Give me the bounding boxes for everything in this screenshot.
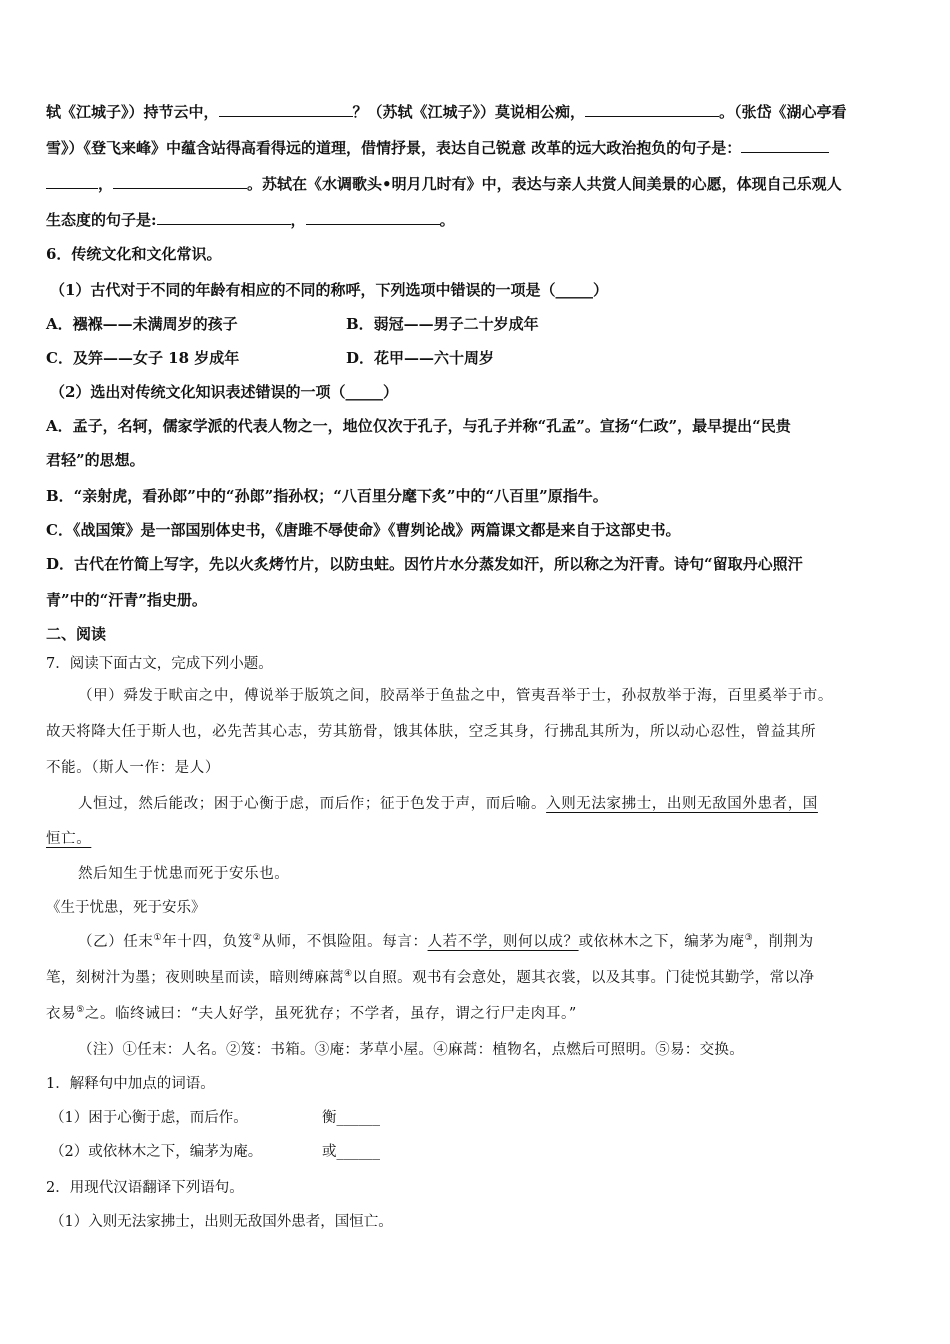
passage-text: 笔，刻树汁为墨；夜则映星而读，暗则缚麻蒿 bbox=[46, 970, 344, 986]
passage-text: 以自照。观书有会意处，题其衣裳，以及其事。门徒悦其勤学，常以净 bbox=[352, 970, 815, 986]
note-mark: ② bbox=[252, 933, 262, 944]
q5-text: 轼《江城子》）持节云中， bbox=[46, 103, 219, 121]
q5-line-3 bbox=[46, 174, 842, 193]
q5-text: 雪》）《登飞来峰》中蕴含站得高看得远的道理，借情抒景，表达自己锐意 改革的远大政治抱负的句子是： bbox=[46, 139, 742, 157]
q6-s2-option-a-line2[interactable]: 君轻”的思想。 bbox=[46, 451, 145, 469]
underlined-sentence: 入则无法家拂士，出则无敌国外患者，国 bbox=[546, 796, 818, 812]
q5-line-4 bbox=[46, 210, 455, 229]
passage-text: 之。临终诫曰：“夫人好学，虽死犹存；不学者，虽存，谓之行尸走肉耳。” bbox=[84, 1006, 577, 1022]
q5-line-1 bbox=[46, 102, 847, 121]
passage-text: 衣易 bbox=[46, 1006, 77, 1022]
q6-s2-stem: （2）选出对传统文化知识表述错误的一项（_____） bbox=[50, 383, 398, 401]
question-1-1: （1）困于心衡于虑，而后作。 bbox=[50, 1110, 248, 1126]
q6-s2-option-c[interactable]: C．《战国策》是一部国别体史书，《唐雎不辱使命》《曹刿论战》两篇课文都是来自于这部史书。 bbox=[46, 521, 681, 539]
passage-text: ，削荆为 bbox=[753, 934, 814, 950]
passage-text: 或依林木之下，编茅为庵 bbox=[578, 934, 745, 950]
passage-source: 《生于忧患，死于安乐》 bbox=[46, 900, 206, 916]
underlined-sentence: 人若不学，则何以成？ bbox=[427, 934, 579, 950]
passage-jia-line3: 不能。（斯人一作：是人） bbox=[46, 760, 220, 776]
answer-blank[interactable] bbox=[157, 210, 291, 225]
question-1-2: （2）或依林木之下，编茅为庵。 bbox=[50, 1144, 263, 1160]
note-mark: ③ bbox=[744, 933, 754, 944]
answer-blank[interactable] bbox=[219, 102, 353, 117]
question-1-1-answer[interactable]: 衡______ bbox=[322, 1110, 380, 1126]
question-2-1: （1）入则无法家拂士，出则无敌国外患者，国恒亡。 bbox=[50, 1214, 393, 1230]
q5-text: 生态度的句子是: bbox=[46, 211, 157, 229]
q6-s1-stem: （1）古代对于不同的年龄有相应的不同的称呼，下列选项中错误的一项是（_____） bbox=[50, 281, 608, 299]
question-1: 1．解释句中加点的词语。 bbox=[46, 1076, 215, 1092]
q6-s1-option-c[interactable]: C．及笄——女子 18 岁成年 bbox=[46, 349, 240, 367]
passage-yi-line3 bbox=[46, 1002, 577, 1023]
q7-title: 7．阅读下面古文，完成下列小题。 bbox=[46, 656, 273, 672]
passage-jia-line2: 故天将降大任于斯人也，必先苦其心志，劳其筋骨，饿其体肤，空乏其身，行拂乱其所为，所以动心忍性，曾益其所 bbox=[46, 724, 817, 740]
passage-para3: 然后知生于忧患而死于安乐也。 bbox=[78, 866, 290, 882]
q6-s1-option-b[interactable]: B．弱冠——男子二十岁成年 bbox=[346, 315, 539, 333]
note-mark: ① bbox=[153, 933, 163, 944]
q6-s2-option-d-line1[interactable]: D．古代在竹简上写字，先以火炙烤竹片，以防虫蛀。因竹片水分蒸发如汗，所以称之为汗青。诗句“留取丹心照汗 bbox=[46, 555, 803, 573]
section-title: 二、阅读 bbox=[46, 625, 107, 643]
q6-s2-option-d-line2[interactable]: 青”中的“汗青”指史册。 bbox=[46, 591, 207, 609]
note-mark: ⑤ bbox=[76, 1005, 85, 1016]
q6-s1-option-d[interactable]: D．花甲——六十周岁 bbox=[346, 349, 495, 367]
q5-text: ， bbox=[98, 175, 114, 193]
passage-text: 从师，不惧险阻。每言： bbox=[261, 934, 428, 950]
q6-s2-option-b[interactable]: B．“亲射虎，看孙郎”中的“孙郎”指孙权；“八百里分麾下炙”中的“八百里”原指牛。 bbox=[46, 487, 608, 505]
q6-s1-option-a[interactable]: A．襁褓——未满周岁的孩子 bbox=[46, 315, 238, 333]
q5-text: ？（苏轼《江城子》）莫说相公痴， bbox=[352, 103, 586, 121]
answer-blank[interactable] bbox=[585, 102, 719, 117]
passage-text: （乙）任末 bbox=[78, 934, 154, 950]
question-1-2-answer[interactable]: 或______ bbox=[322, 1144, 380, 1160]
answer-blank[interactable] bbox=[46, 174, 98, 189]
passage-jia-line1: （甲）舜发于畎亩之中，傅说举于版筑之间，胶鬲举于鱼盐之中，管夷吾举于士，孙叔敖举于海，百里奚举于市。 bbox=[78, 688, 833, 704]
passage-text: 人恒过，然后能改；困于心衡于虑，而后作；征于色发于声，而后喻。 bbox=[78, 796, 547, 812]
passage-para2-line2: 恒亡。 bbox=[46, 831, 92, 847]
passage-notes: （注）①任末：人名。②笈：书箱。③庵：茅草小屋。④麻蒿：植物名，点燃后可照明。⑤易：交换。 bbox=[78, 1042, 744, 1058]
q5-text: 。 bbox=[439, 211, 455, 229]
passage-text: 年十四，负笈 bbox=[162, 934, 253, 950]
note-mark: ④ bbox=[344, 969, 353, 980]
question-2: 2．用现代汉语翻译下列语句。 bbox=[46, 1180, 244, 1196]
q5-text: 。（张岱《湖心亭看 bbox=[719, 103, 847, 121]
passage-para2-line1 bbox=[78, 792, 818, 813]
q6-s2-option-a-line1[interactable]: A．孟子，名轲，儒家学派的代表人物之一，地位仅次于孔子，与孔子并称“孔孟”。宣扬“仁政”，最早提出“民贵 bbox=[46, 417, 791, 435]
q5-line-2 bbox=[46, 138, 829, 157]
answer-blank[interactable] bbox=[741, 138, 829, 153]
answer-blank[interactable] bbox=[113, 174, 247, 189]
q6-title: 6．传统文化和文化常识。 bbox=[46, 245, 222, 263]
answer-blank[interactable] bbox=[306, 210, 440, 225]
passage-yi-line2 bbox=[46, 966, 814, 987]
passage-yi-line1 bbox=[78, 930, 814, 951]
q5-text: 。苏轼在《水调歌头•明月几时有》中，表达与亲人共赏人间美景的心愿，体现自己乐观人 bbox=[247, 175, 842, 193]
q5-text: ， bbox=[290, 211, 306, 229]
